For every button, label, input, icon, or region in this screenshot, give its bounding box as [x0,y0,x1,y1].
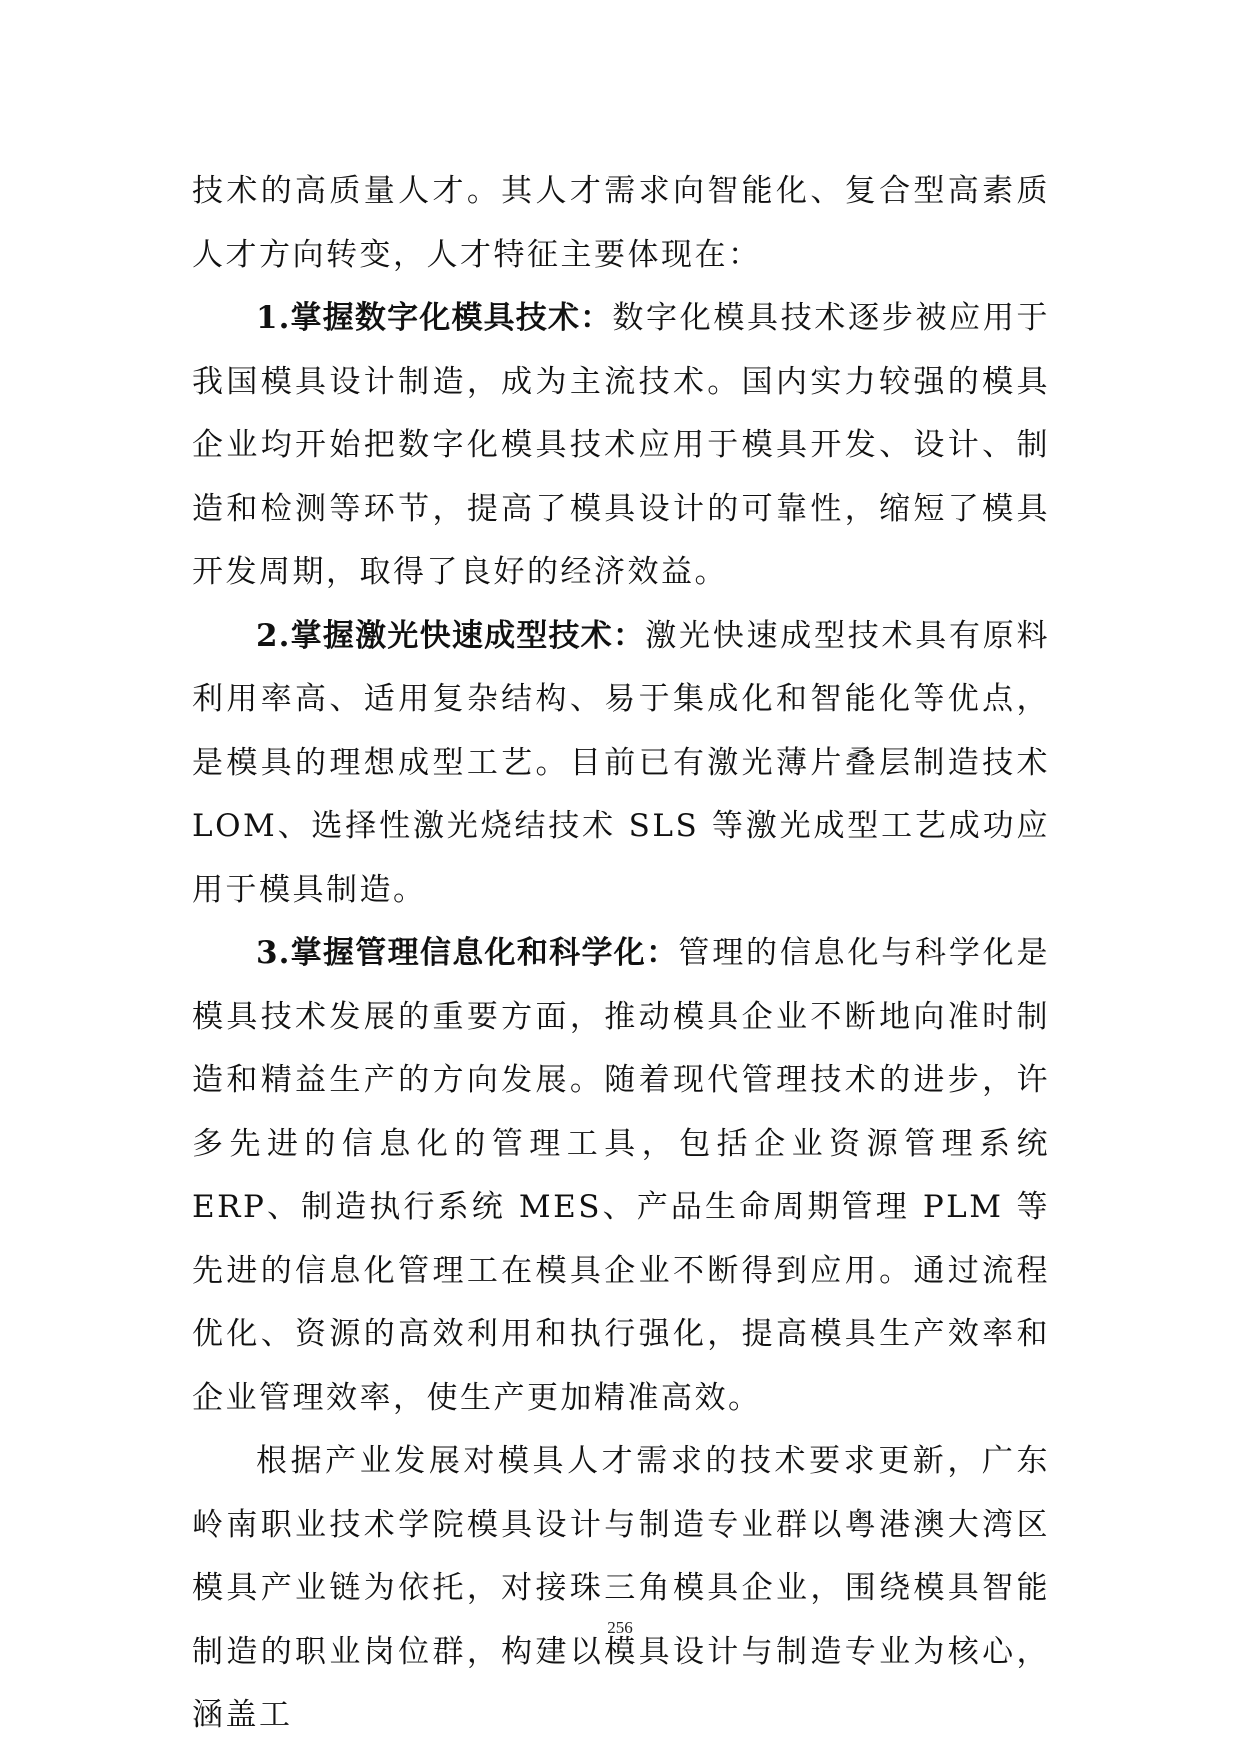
page-number: 256 [607,1618,633,1637]
item-text-2: 激光快速成型技术具有原料利用率高、适用复杂结构、易于集成化和智能化等优点，是模具的理想成型工艺。目前已有激光薄片叠层制造技术 LOM、选择性激光烧结技术 SLS 等激光成型工艺成功应用于模具制造。 [192,617,1050,908]
item-lead-3: 3.掌握管理信息化和科学化： [256,935,679,971]
item-paragraph-1 [192,287,1050,605]
item-lead-2: 2.掌握激光快速成型技术： [256,617,646,654]
intro-paragraph: 技术的高质量人才。其人才需求向智能化、复合型高素质人才方向转变，人才特征主要体现在： [192,173,1050,273]
page-body [192,160,1050,1748]
item-paragraph-3 [192,922,1050,1430]
item-lead-1: 1.掌握数字化模具技术： [256,300,613,336]
closing-paragraph: 根据产业发展对模具人才需求的技术要求更新，广东岭南职业技术学院模具设计与制造专业群以粤港澳大湾区模具产业链为依托，对接珠三角模具企业，围绕模具智能制造的职业岗位群，构建以模具设计与制造专业为核心，涵盖工 [192,1443,1050,1733]
item-text-1: 数字化模具技术逐步被应用于我国模具设计制造，成为主流技术。国内实力较强的模具企业均开始把数字化模具技术应用于模具开发、设计、制造和检测等环节，提高了模具设计的可靠性，缩短了模具开发周期，取得了良好的经济效益。 [192,300,1050,590]
item-text-3: 管理的信息化与科学化是模具技术发展的重要方面，推动模具企业不断地向准时制造和精益生产的方向发展。随着现代管理技术的进步，许多先进的信息化的管理工具，包括企业资源管理系统 ERP、制造执行系统 MES、产品生命周期管理 PLM 等先进的信息化管理工在模具企业不断得到应用。通过流程优化、资源的高效利用和执行强化，提高模具生产效率和企业管理效率，使生产更加精准高效。 [192,935,1050,1416]
item-paragraph-2 [192,605,1050,923]
